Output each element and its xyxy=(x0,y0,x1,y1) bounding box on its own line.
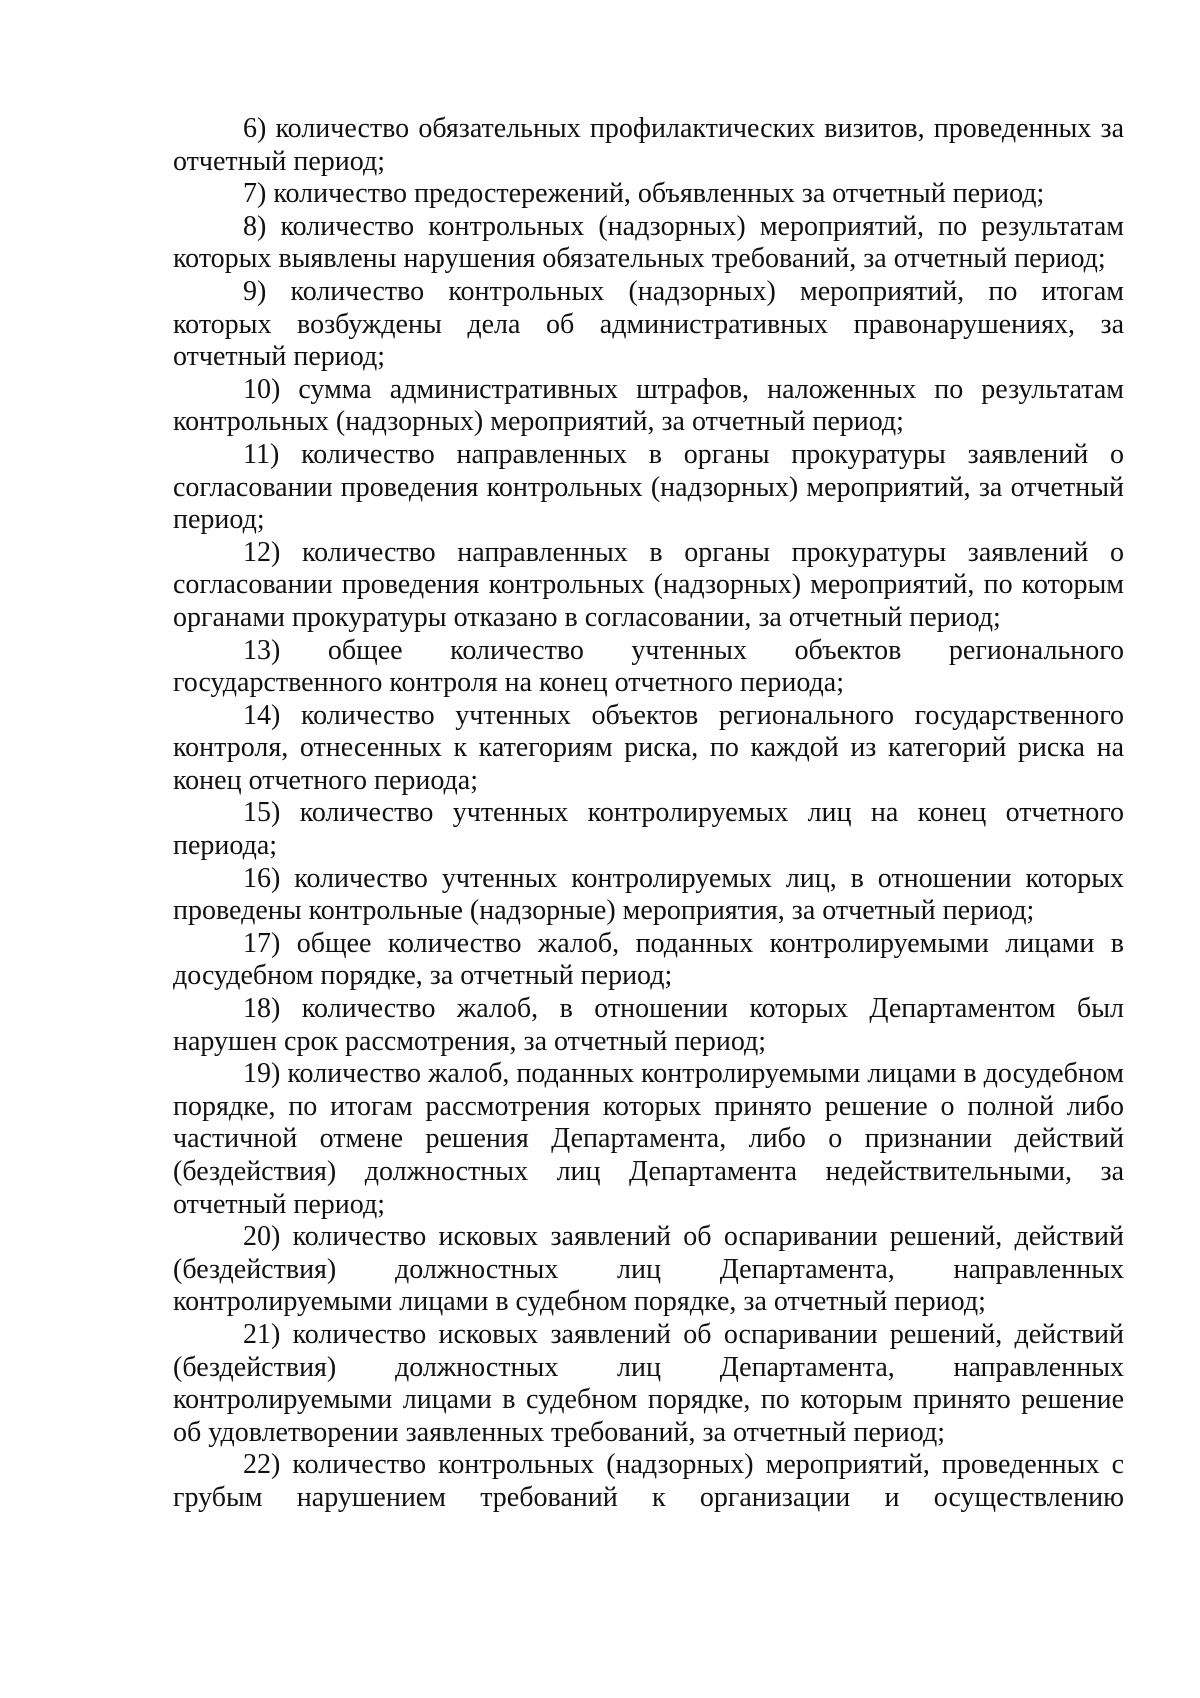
item-number: 6) xyxy=(243,113,267,144)
list-item xyxy=(173,1221,1124,1319)
item-text: количество контрольных (надзорных) мероприятий, проведенных с грубым нарушением требований к организации и осуществлению xyxy=(173,1449,1124,1513)
item-number: 12) xyxy=(243,536,281,568)
item-number: 16) xyxy=(243,862,281,894)
item-text: количество направленных в органы прокуратуры заявлений о согласовании проведения контрольных (надзорных) мероприятий, по которым органами прокуратуры отказано в согласовании, за отчетный период; xyxy=(173,536,1125,633)
item-text: количество жалоб, в отношении которых Департаментом был нарушен срок рассмотрения, за отчетный период; xyxy=(173,993,1125,1057)
list-item xyxy=(173,439,1124,537)
item-number: 15) xyxy=(243,797,281,829)
item-number: 9) xyxy=(243,275,267,307)
list-item xyxy=(173,700,1124,798)
document-body xyxy=(173,113,1124,1515)
item-text: общее количество учтенных объектов регионального государственного контроля на конец отчетного периода; xyxy=(173,634,1124,699)
item-text: количество предостережений, объявленных за отчетный период; xyxy=(273,178,1045,210)
item-text: количество исковых заявлений об оспаривании решений, действий (бездействия) должностных лиц Департамента, направленных контролируемыми лицами в судебном порядке, за отчетный период; xyxy=(173,1221,1125,1318)
list-item xyxy=(173,993,1124,1058)
item-text: количество контрольных (надзорных) мероприятий, по результатам которых выявлены нарушения обязательных требований, за отчетный период; xyxy=(173,210,1125,275)
list-item xyxy=(173,211,1124,276)
item-number: 10) xyxy=(243,373,281,405)
item-text: количество учтенных контролируемых лиц на конец отчетного периода; xyxy=(173,797,1124,862)
list-item xyxy=(173,113,1124,178)
item-text: количество жалоб, поданных контролируемыми лицами в досудебном порядке, по итогам рассмотрения которых принято решение о полной либо частичной отмене решения Департамента, либо о признании действий (бездействия) должностных лиц Департамента недействительными, за отчетный период; xyxy=(173,1058,1125,1220)
list-item xyxy=(173,537,1124,635)
item-text: количество учтенных объектов регионального государственного контроля, отнесенных к категориям риска, по каждой из категорий риска на конец отчетного периода; xyxy=(173,699,1124,796)
item-number: 19) xyxy=(243,1058,281,1090)
item-number: 18) xyxy=(243,993,281,1025)
item-text: количество обязательных профилактических визитов, проведенных за отчетный период; xyxy=(173,113,1124,177)
list-item xyxy=(173,276,1124,374)
item-text: общее количество жалоб, поданных контролируемыми лицами в досудебном порядке, за отчетный период; xyxy=(173,927,1124,992)
list-item xyxy=(173,797,1124,862)
list-item xyxy=(173,863,1124,928)
list-item xyxy=(173,374,1124,439)
item-number: 21) xyxy=(243,1318,281,1350)
item-text: количество контрольных (надзорных) мероприятий, по итогам которых возбуждены дела об административных правонарушениях, за отчетный период; xyxy=(173,275,1125,373)
item-number: 14) xyxy=(243,699,281,731)
item-number: 13) xyxy=(243,634,281,666)
item-text: количество исковых заявлений об оспаривании решений, действий (бездействия) должностных лиц Департамента, направленных контролируемыми лицами в судебном порядке, по которым принято решение об удовлетворении заявленных требований, за отчетный период; xyxy=(173,1318,1125,1448)
item-text: количество направленных в органы прокуратуры заявлений о согласовании проведения контрольных (надзорных) мероприятий, за отчетный период; xyxy=(173,438,1124,536)
item-text: сумма административных штрафов, наложенных по результатам контрольных (надзорных) мероприятий, за отчетный период; xyxy=(173,373,1124,438)
item-text: количество учтенных контролируемых лиц, в отношении которых проведены контрольные (надзорные) мероприятия, за отчетный период; xyxy=(173,862,1125,927)
item-number: 20) xyxy=(243,1221,281,1253)
item-number: 22) xyxy=(243,1449,281,1481)
item-number: 17) xyxy=(243,927,281,959)
list-item xyxy=(173,635,1124,700)
item-number: 7) xyxy=(243,178,267,210)
list-item xyxy=(173,1058,1124,1221)
list-item xyxy=(173,928,1124,993)
list-item xyxy=(173,1449,1124,1514)
item-number: 11) xyxy=(243,438,280,470)
list-item xyxy=(173,1319,1124,1449)
item-number: 8) xyxy=(243,210,267,242)
list-item xyxy=(173,178,1124,211)
